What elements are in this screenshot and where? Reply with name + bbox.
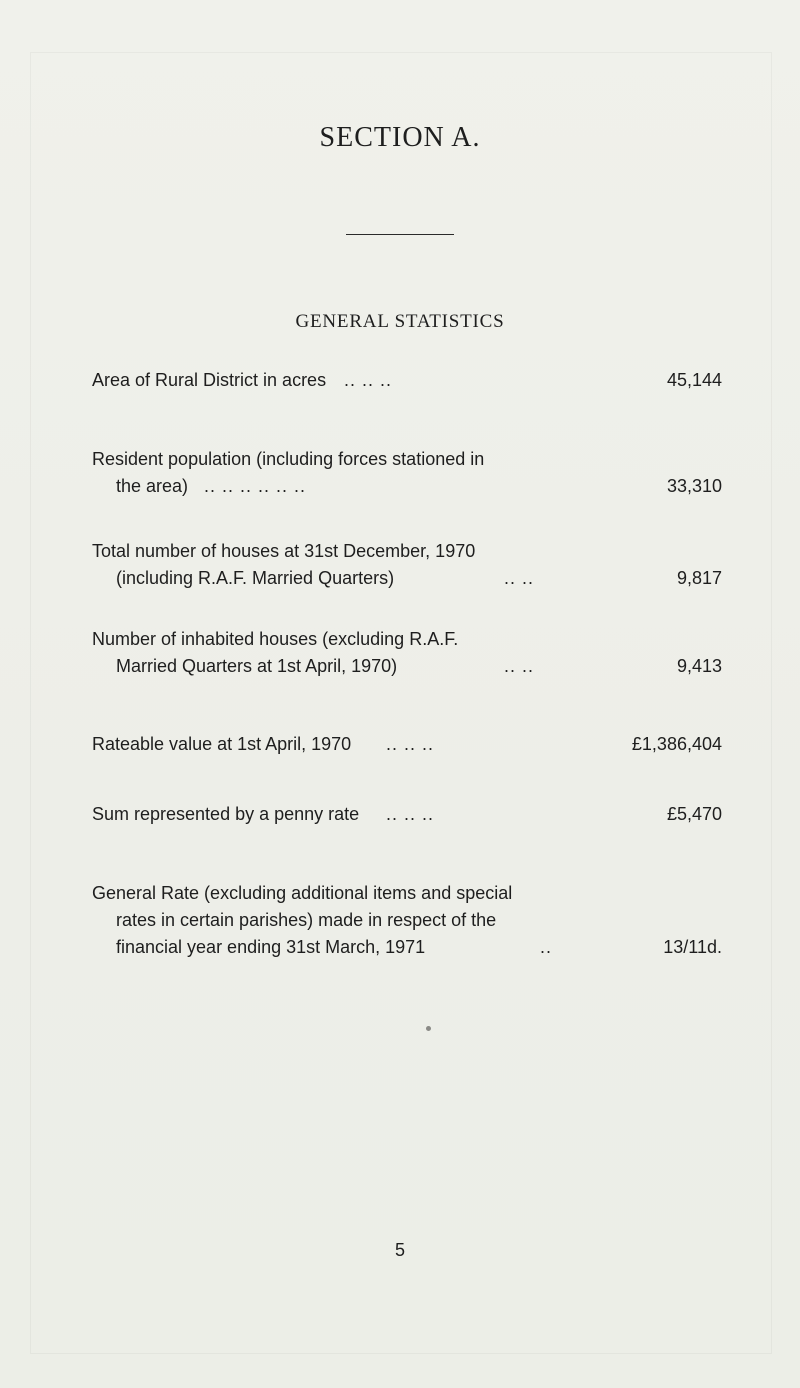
leader-dots: .. .. ..: [344, 370, 393, 390]
stat-label: General Rate (excluding additional items and special: [92, 883, 513, 903]
stat-value: £1,386,404: [631, 734, 722, 754]
page-frame: [30, 52, 772, 1354]
stat-value: 9,413: [676, 656, 722, 676]
stat-line: [92, 907, 722, 934]
leader-dots: .. ..: [504, 568, 535, 588]
stat-value: 33,310: [666, 476, 722, 496]
stat-line: [92, 538, 722, 565]
stat-line: [92, 367, 722, 394]
stat-label: Resident population (including forces stationed in: [92, 449, 485, 469]
stat-line: [92, 473, 722, 500]
stat-label: the area): [116, 476, 189, 496]
stat-label: financial year ending 31st March, 1971: [116, 937, 426, 957]
paper-speck: [426, 1026, 431, 1031]
stat-label: Total number of houses at 31st December, 1970: [92, 541, 476, 561]
stat-label: Married Quarters at 1st April, 1970): [116, 656, 398, 676]
stat-line: [92, 731, 722, 758]
stat-total-houses: [92, 538, 722, 592]
stat-general-rate: [92, 880, 722, 961]
stat-label: Sum represented by a penny rate: [92, 804, 360, 824]
section-title: SECTION A.: [319, 122, 481, 153]
stat-value: 13/11d.: [663, 937, 722, 957]
leader-dots: .. ..: [504, 656, 535, 676]
stat-resident-population: [92, 446, 722, 500]
stat-penny-rate: [92, 801, 722, 828]
stat-value: £5,470: [666, 804, 722, 824]
stat-line: [92, 653, 722, 680]
stat-rateable-value: [92, 731, 722, 758]
stat-value: 9,817: [676, 568, 722, 588]
stat-inhabited-houses: [92, 626, 722, 680]
stat-line: [92, 446, 722, 473]
leader-dots: .. .. .. .. .. ..: [204, 476, 307, 496]
stat-line: [92, 880, 722, 907]
leader-dots: ..: [540, 937, 553, 957]
general-statistics-heading: GENERAL STATISTICS: [295, 311, 505, 332]
stat-line: [92, 801, 722, 828]
stat-label: Number of inhabited houses (excluding R.A.F.: [92, 629, 459, 649]
stat-line: [92, 626, 722, 653]
stat-label: Rateable value at 1st April, 1970: [92, 734, 352, 754]
stat-value: 45,144: [666, 370, 722, 390]
stat-label: Area of Rural District in acres: [92, 370, 327, 390]
leader-dots: .. .. ..: [386, 804, 435, 824]
stat-line: [92, 934, 722, 961]
stat-line: [92, 565, 722, 592]
title-rule: [346, 234, 454, 235]
leader-dots: .. .. ..: [386, 734, 435, 754]
stat-label: rates in certain parishes) made in respect of the: [116, 910, 497, 930]
stat-label: (including R.A.F. Married Quarters): [116, 568, 395, 588]
page-number: 5: [394, 1240, 405, 1260]
stat-area-acres: [92, 367, 722, 394]
